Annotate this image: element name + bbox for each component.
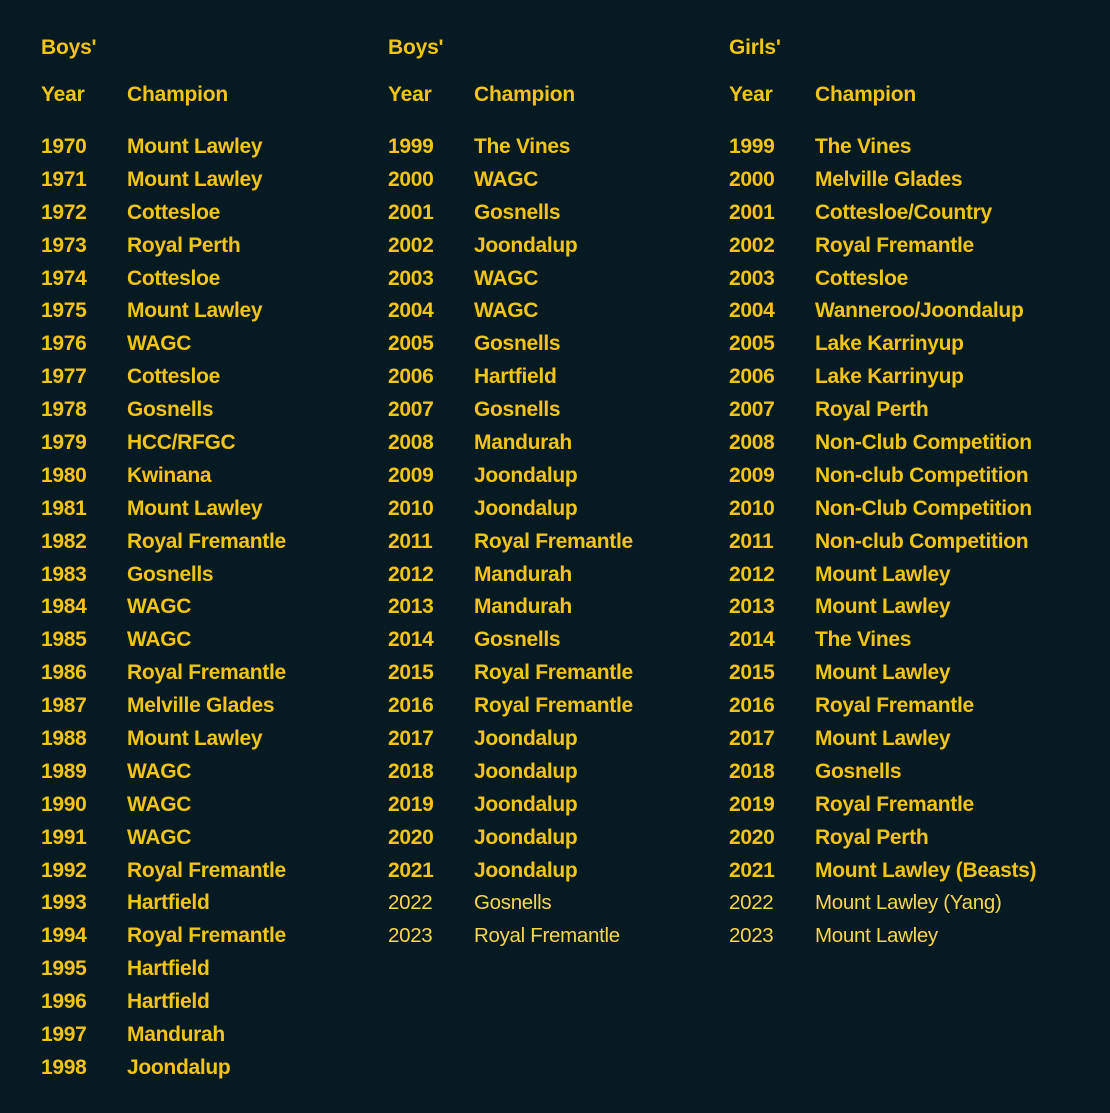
champion-cell: Joondalup xyxy=(474,496,578,520)
champion-cell: Mount Lawley xyxy=(815,924,938,948)
table-row xyxy=(41,955,286,988)
year-cell: 1995 xyxy=(41,957,87,981)
table-row xyxy=(729,232,1036,265)
table-row xyxy=(729,593,1036,626)
year-cell: 2008 xyxy=(388,431,434,455)
champion-cell: Hartfield xyxy=(474,365,557,389)
table-row xyxy=(729,265,1036,298)
table-row xyxy=(729,199,1036,232)
table-row xyxy=(41,889,286,922)
boys-column-1970-1998 xyxy=(41,34,286,1087)
champion-cell: Wanneroo/Joondalup xyxy=(815,299,1024,323)
table-row xyxy=(388,593,633,626)
table-row xyxy=(41,363,286,396)
champion-cell: Melville Glades xyxy=(127,694,275,718)
year-cell: 2020 xyxy=(388,825,434,849)
table-row xyxy=(388,824,633,857)
year-cell: 1989 xyxy=(41,759,87,783)
year-cell: 1984 xyxy=(41,595,87,619)
year-cell: 2018 xyxy=(729,759,775,783)
year-cell: 2003 xyxy=(729,266,775,290)
table-row xyxy=(41,561,286,594)
table-row xyxy=(388,265,633,298)
champion-cell: WAGC xyxy=(474,299,539,323)
year-cell: 2013 xyxy=(388,595,434,619)
table-row xyxy=(388,462,633,495)
table-row xyxy=(729,396,1036,429)
table-row xyxy=(41,462,286,495)
table-row xyxy=(41,791,286,824)
champion-list xyxy=(41,133,286,1087)
year-cell: 2001 xyxy=(388,200,434,224)
champion-cell: Mount Lawley (Yang) xyxy=(815,891,1002,915)
table-row xyxy=(729,166,1036,199)
champion-cell: Joondalup xyxy=(127,1055,231,1079)
year-cell: 2020 xyxy=(729,825,775,849)
year-cell: 1976 xyxy=(41,332,87,356)
champion-cell: WAGC xyxy=(127,332,192,356)
champion-cell: Mount Lawley xyxy=(127,496,263,520)
table-row xyxy=(388,659,633,692)
table-row xyxy=(388,330,633,363)
champion-cell: Mount Lawley (Beasts) xyxy=(815,858,1037,882)
table-row xyxy=(729,133,1036,166)
year-cell: 2006 xyxy=(729,365,775,389)
year-cell: 2001 xyxy=(729,200,775,224)
champion-cell: WAGC xyxy=(474,167,539,191)
year-cell: 2005 xyxy=(729,332,775,356)
year-cell: 2010 xyxy=(388,496,434,520)
year-cell: 1970 xyxy=(41,135,87,158)
table-row xyxy=(729,462,1036,495)
year-cell: 2017 xyxy=(388,727,434,751)
table-row xyxy=(41,429,286,462)
year-cell: 2021 xyxy=(388,858,434,882)
table-row xyxy=(41,199,286,232)
year-cell: 1988 xyxy=(41,727,87,751)
year-cell: 1985 xyxy=(41,628,87,652)
year-cell: 2003 xyxy=(388,266,434,290)
year-cell: 2015 xyxy=(388,661,434,685)
table-row xyxy=(388,199,633,232)
champion-cell: Lake Karrinyup xyxy=(815,365,964,389)
year-cell: 1982 xyxy=(41,529,87,553)
table-row xyxy=(729,692,1036,725)
section-title: Boys' xyxy=(388,36,444,59)
year-cell: 2022 xyxy=(388,891,433,915)
table-row xyxy=(41,232,286,265)
champion-header: Champion xyxy=(127,83,229,106)
table-row xyxy=(388,758,633,791)
year-cell: 1975 xyxy=(41,299,87,323)
champion-cell: Royal Fremantle xyxy=(127,661,286,685)
champion-cell: Mount Lawley xyxy=(815,595,951,619)
year-cell: 1981 xyxy=(41,496,87,520)
champion-cell: Mount Lawley xyxy=(127,167,263,191)
year-cell: 2019 xyxy=(729,792,775,816)
table-row xyxy=(729,626,1036,659)
year-cell: 2015 xyxy=(729,661,775,685)
year-cell: 1999 xyxy=(729,135,775,158)
table-row xyxy=(41,166,286,199)
champion-cell: Mount Lawley xyxy=(815,661,951,685)
table-row xyxy=(388,396,633,429)
table-row xyxy=(388,495,633,528)
year-cell: 2006 xyxy=(388,365,434,389)
table-row xyxy=(729,297,1036,330)
year-cell: 1986 xyxy=(41,661,87,685)
year-cell: 2009 xyxy=(388,463,434,487)
champion-cell: WAGC xyxy=(474,266,539,290)
column-header-row xyxy=(41,81,286,109)
year-cell: 1994 xyxy=(41,924,87,948)
table-row xyxy=(729,528,1036,561)
year-cell: 2002 xyxy=(388,233,434,257)
year-cell: 2007 xyxy=(388,398,434,422)
year-cell: 2017 xyxy=(729,727,775,751)
champion-cell: Joondalup xyxy=(474,233,578,257)
table-row xyxy=(41,659,286,692)
year-cell: 1999 xyxy=(388,135,434,158)
year-cell: 1974 xyxy=(41,266,87,290)
table-row xyxy=(41,495,286,528)
year-cell: 1971 xyxy=(41,167,87,191)
table-row xyxy=(729,330,1036,363)
year-cell: 1977 xyxy=(41,365,87,389)
champion-cell: Royal Perth xyxy=(815,825,929,849)
year-cell: 2009 xyxy=(729,463,775,487)
table-row xyxy=(729,857,1036,890)
table-row xyxy=(729,758,1036,791)
table-row xyxy=(41,758,286,791)
year-cell: 2018 xyxy=(388,759,434,783)
champion-cell: Joondalup xyxy=(474,792,578,816)
year-cell: 1972 xyxy=(41,200,87,224)
champion-cell: Royal Fremantle xyxy=(474,694,633,718)
champion-cell: Royal Fremantle xyxy=(127,529,286,553)
table-row xyxy=(388,725,633,758)
champion-cell: Mandurah xyxy=(474,562,572,586)
year-header: Year xyxy=(41,83,85,106)
champion-cell: Cottesloe xyxy=(127,200,220,224)
table-row xyxy=(729,791,1036,824)
champion-cell: The Vines xyxy=(815,628,912,652)
champion-cell: Joondalup xyxy=(474,759,578,783)
year-cell: 1973 xyxy=(41,233,87,257)
champion-cell: Gosnells xyxy=(474,628,561,652)
champion-cell: Joondalup xyxy=(474,825,578,849)
champion-cell: Joondalup xyxy=(474,727,578,751)
champion-cell: Cottesloe xyxy=(127,365,220,389)
champion-cell: The Vines xyxy=(815,135,912,158)
boys-column-1999-2023 xyxy=(388,34,633,955)
year-cell: 1987 xyxy=(41,694,87,718)
champion-header: Champion xyxy=(474,83,576,106)
champion-cell: Royal Fremantle xyxy=(815,694,974,718)
champion-cell: Gosnells xyxy=(127,398,214,422)
table-row xyxy=(388,133,633,166)
table-row xyxy=(41,1021,286,1054)
champion-cell: Cottesloe xyxy=(127,266,220,290)
table-row xyxy=(729,659,1036,692)
table-row xyxy=(729,889,1036,922)
champion-cell: Gosnells xyxy=(474,200,561,224)
table-row xyxy=(388,363,633,396)
year-cell: 1997 xyxy=(41,1023,87,1047)
champion-cell: Mandurah xyxy=(474,431,572,455)
champion-cell: Gosnells xyxy=(127,562,214,586)
table-row xyxy=(388,297,633,330)
table-row xyxy=(388,791,633,824)
champion-cell: Joondalup xyxy=(474,858,578,882)
year-cell: 1998 xyxy=(41,1055,87,1079)
champion-cell: The Vines xyxy=(474,135,571,158)
year-cell: 2021 xyxy=(729,858,775,882)
table-row xyxy=(41,1054,286,1087)
section-title: Boys' xyxy=(41,36,97,59)
section-title: Girls' xyxy=(729,36,781,59)
table-row xyxy=(41,692,286,725)
year-cell: 2012 xyxy=(729,562,775,586)
column-header-row xyxy=(729,81,1036,109)
champion-cell: Melville Glades xyxy=(815,167,963,191)
year-cell: 2007 xyxy=(729,398,775,422)
champion-cell: Lake Karrinyup xyxy=(815,332,964,356)
column-header-row xyxy=(388,81,633,109)
champion-cell: Royal Perth xyxy=(815,398,929,422)
champion-cell: WAGC xyxy=(127,792,192,816)
table-row xyxy=(729,922,1036,955)
year-cell: 2013 xyxy=(729,595,775,619)
year-header: Year xyxy=(388,83,432,106)
champion-cell: WAGC xyxy=(127,825,192,849)
year-cell: 2010 xyxy=(729,496,775,520)
year-cell: 2023 xyxy=(729,924,774,948)
champion-cell: Non-club Competition xyxy=(815,463,1029,487)
table-row xyxy=(41,297,286,330)
year-cell: 1991 xyxy=(41,825,87,849)
table-row xyxy=(41,396,286,429)
champion-cell: Royal Fremantle xyxy=(127,858,286,882)
year-cell: 2005 xyxy=(388,332,434,356)
table-row xyxy=(41,528,286,561)
table-row xyxy=(41,330,286,363)
year-cell: 2011 xyxy=(388,529,433,553)
table-row xyxy=(41,824,286,857)
champion-cell: Gosnells xyxy=(474,398,561,422)
champion-cell: Mandurah xyxy=(474,595,572,619)
year-cell: 2000 xyxy=(729,167,775,191)
champion-cell: Gosnells xyxy=(474,891,552,915)
year-cell: 2022 xyxy=(729,891,774,915)
champion-cell: Kwinana xyxy=(127,463,212,487)
champion-cell: Mandurah xyxy=(127,1023,225,1047)
year-cell: 1990 xyxy=(41,792,87,816)
champion-cell: Non-club Competition xyxy=(815,529,1029,553)
table-row xyxy=(729,495,1036,528)
champion-cell: Hartfield xyxy=(127,891,210,915)
champion-cell: Royal Fremantle xyxy=(815,233,974,257)
champion-header: Champion xyxy=(815,83,917,106)
year-cell: 1979 xyxy=(41,431,87,455)
champion-cell: Cottesloe/Country xyxy=(815,200,992,224)
year-cell: 1993 xyxy=(41,891,87,915)
year-cell: 2019 xyxy=(388,792,434,816)
table-row xyxy=(388,166,633,199)
champion-cell: Cottesloe xyxy=(815,266,908,290)
girls-column-1999-2023 xyxy=(729,34,1036,955)
year-cell: 1996 xyxy=(41,990,87,1014)
table-row xyxy=(388,561,633,594)
table-row xyxy=(729,561,1036,594)
champion-cell: Non-Club Competition xyxy=(815,431,1032,455)
champion-cell: WAGC xyxy=(127,595,192,619)
table-row xyxy=(41,988,286,1021)
table-row xyxy=(41,265,286,298)
table-row xyxy=(41,922,286,955)
champion-cell: Royal Perth xyxy=(127,233,241,257)
table-row xyxy=(41,133,286,166)
champion-list xyxy=(729,133,1036,955)
table-row xyxy=(388,528,633,561)
year-cell: 2016 xyxy=(729,694,775,718)
year-cell: 2004 xyxy=(388,299,434,323)
champion-cell: Joondalup xyxy=(474,463,578,487)
champion-cell: Hartfield xyxy=(127,957,210,981)
year-cell: 2016 xyxy=(388,694,434,718)
champion-cell: Mount Lawley xyxy=(127,135,263,158)
year-cell: 2014 xyxy=(388,628,434,652)
table-row xyxy=(729,429,1036,462)
table-row xyxy=(729,363,1036,396)
year-cell: 1978 xyxy=(41,398,87,422)
year-cell: 1980 xyxy=(41,463,87,487)
champion-cell: Mount Lawley xyxy=(815,727,951,751)
champion-cell: WAGC xyxy=(127,628,192,652)
table-row xyxy=(388,626,633,659)
champion-cell: Gosnells xyxy=(815,759,902,783)
table-row xyxy=(729,725,1036,758)
table-row xyxy=(388,922,633,955)
champion-cell: Mount Lawley xyxy=(127,299,263,323)
champion-cell: HCC/RFGC xyxy=(127,431,236,455)
table-row xyxy=(41,725,286,758)
year-cell: 2004 xyxy=(729,299,775,323)
year-cell: 2011 xyxy=(729,529,774,553)
table-row xyxy=(388,889,633,922)
year-cell: 2023 xyxy=(388,924,433,948)
table-row xyxy=(388,857,633,890)
year-cell: 2012 xyxy=(388,562,434,586)
year-cell: 1983 xyxy=(41,562,87,586)
champion-cell: WAGC xyxy=(127,759,192,783)
table-row xyxy=(41,857,286,890)
champion-cell: Gosnells xyxy=(474,332,561,356)
year-cell: 2000 xyxy=(388,167,434,191)
year-header: Year xyxy=(729,83,773,106)
table-row xyxy=(729,824,1036,857)
champion-cell: Mount Lawley xyxy=(127,727,263,751)
year-cell: 2014 xyxy=(729,628,775,652)
champion-cell: Royal Fremantle xyxy=(474,661,633,685)
year-cell: 2002 xyxy=(729,233,775,257)
year-cell: 2008 xyxy=(729,431,775,455)
table-row xyxy=(41,593,286,626)
table-row xyxy=(388,232,633,265)
champion-cell: Royal Fremantle xyxy=(127,924,286,948)
champion-cell: Mount Lawley xyxy=(815,562,951,586)
champion-cell: Royal Fremantle xyxy=(815,792,974,816)
champion-cell: Royal Fremantle xyxy=(474,529,633,553)
table-row xyxy=(41,626,286,659)
year-cell: 1992 xyxy=(41,858,87,882)
champion-cell: Hartfield xyxy=(127,990,210,1014)
champion-list xyxy=(388,133,633,955)
table-row xyxy=(388,692,633,725)
table-row xyxy=(388,429,633,462)
champion-cell: Non-Club Competition xyxy=(815,496,1032,520)
champion-cell: Royal Fremantle xyxy=(474,924,620,948)
